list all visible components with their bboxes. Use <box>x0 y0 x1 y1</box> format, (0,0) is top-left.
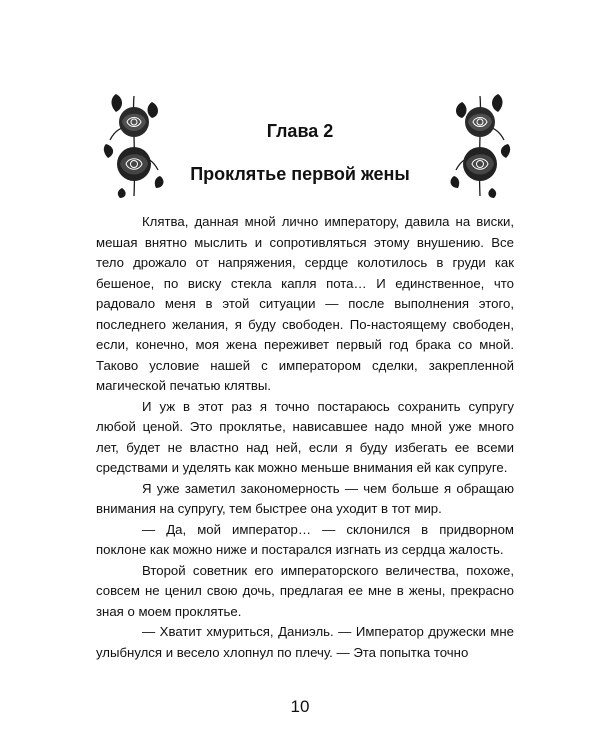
chapter-subtitle: Проклятье первой жены <box>190 164 410 184</box>
paragraph: Второй советник его императорского величества, похоже, совсем не ценил свою дочь, предлагая ее мне в жены, прекрасно зная о моем проклятье. <box>96 562 514 619</box>
body-text <box>96 212 514 663</box>
paragraph: — Хватит хмуриться, Даниэль. — Император дружески мне улыбнулся и весело хлопнул по плечу. — Эта попытка точно <box>96 624 514 660</box>
page-number: 10 <box>290 697 310 716</box>
paragraph: И уж в этот раз я точно постараюсь сохранить супругу любой ценой. Это проклятье, нависавшее надо мной уже много лет, будет не властно над ней, если я буду избегать ее всеми средствами и уделять как можно меньше внимания ей как супруге. <box>96 398 514 475</box>
paragraph: Я уже заметил закономерность — чем больше я обращаю внимания на супругу, тем быстрее она уходит в тот мир. <box>96 480 514 516</box>
paragraph: — Да, мой император… — склонился в придворном поклоне как можно ниже и постарался изгнать из сердца жалость. <box>96 521 514 557</box>
paragraph: Клятва, данная мной лично императору, давила на виски, мешая внятно мыслить и сопротивляться этому внушению. Все тело дрожало от напряжения, сердце колотилось в груди как бешеное, по виску стекла капля пота… И единственное, что радовало меня в этой ситуации — после выполнения этого, последнего желания, я буду свободен. По-настоящему свободен, если, конечно, моя жена переживет первый год брака со мной. Таково условие нашей с императором сделки, закрепленной магической печатью клятвы. <box>96 214 514 393</box>
chapter-title: Глава 2 <box>266 121 334 141</box>
